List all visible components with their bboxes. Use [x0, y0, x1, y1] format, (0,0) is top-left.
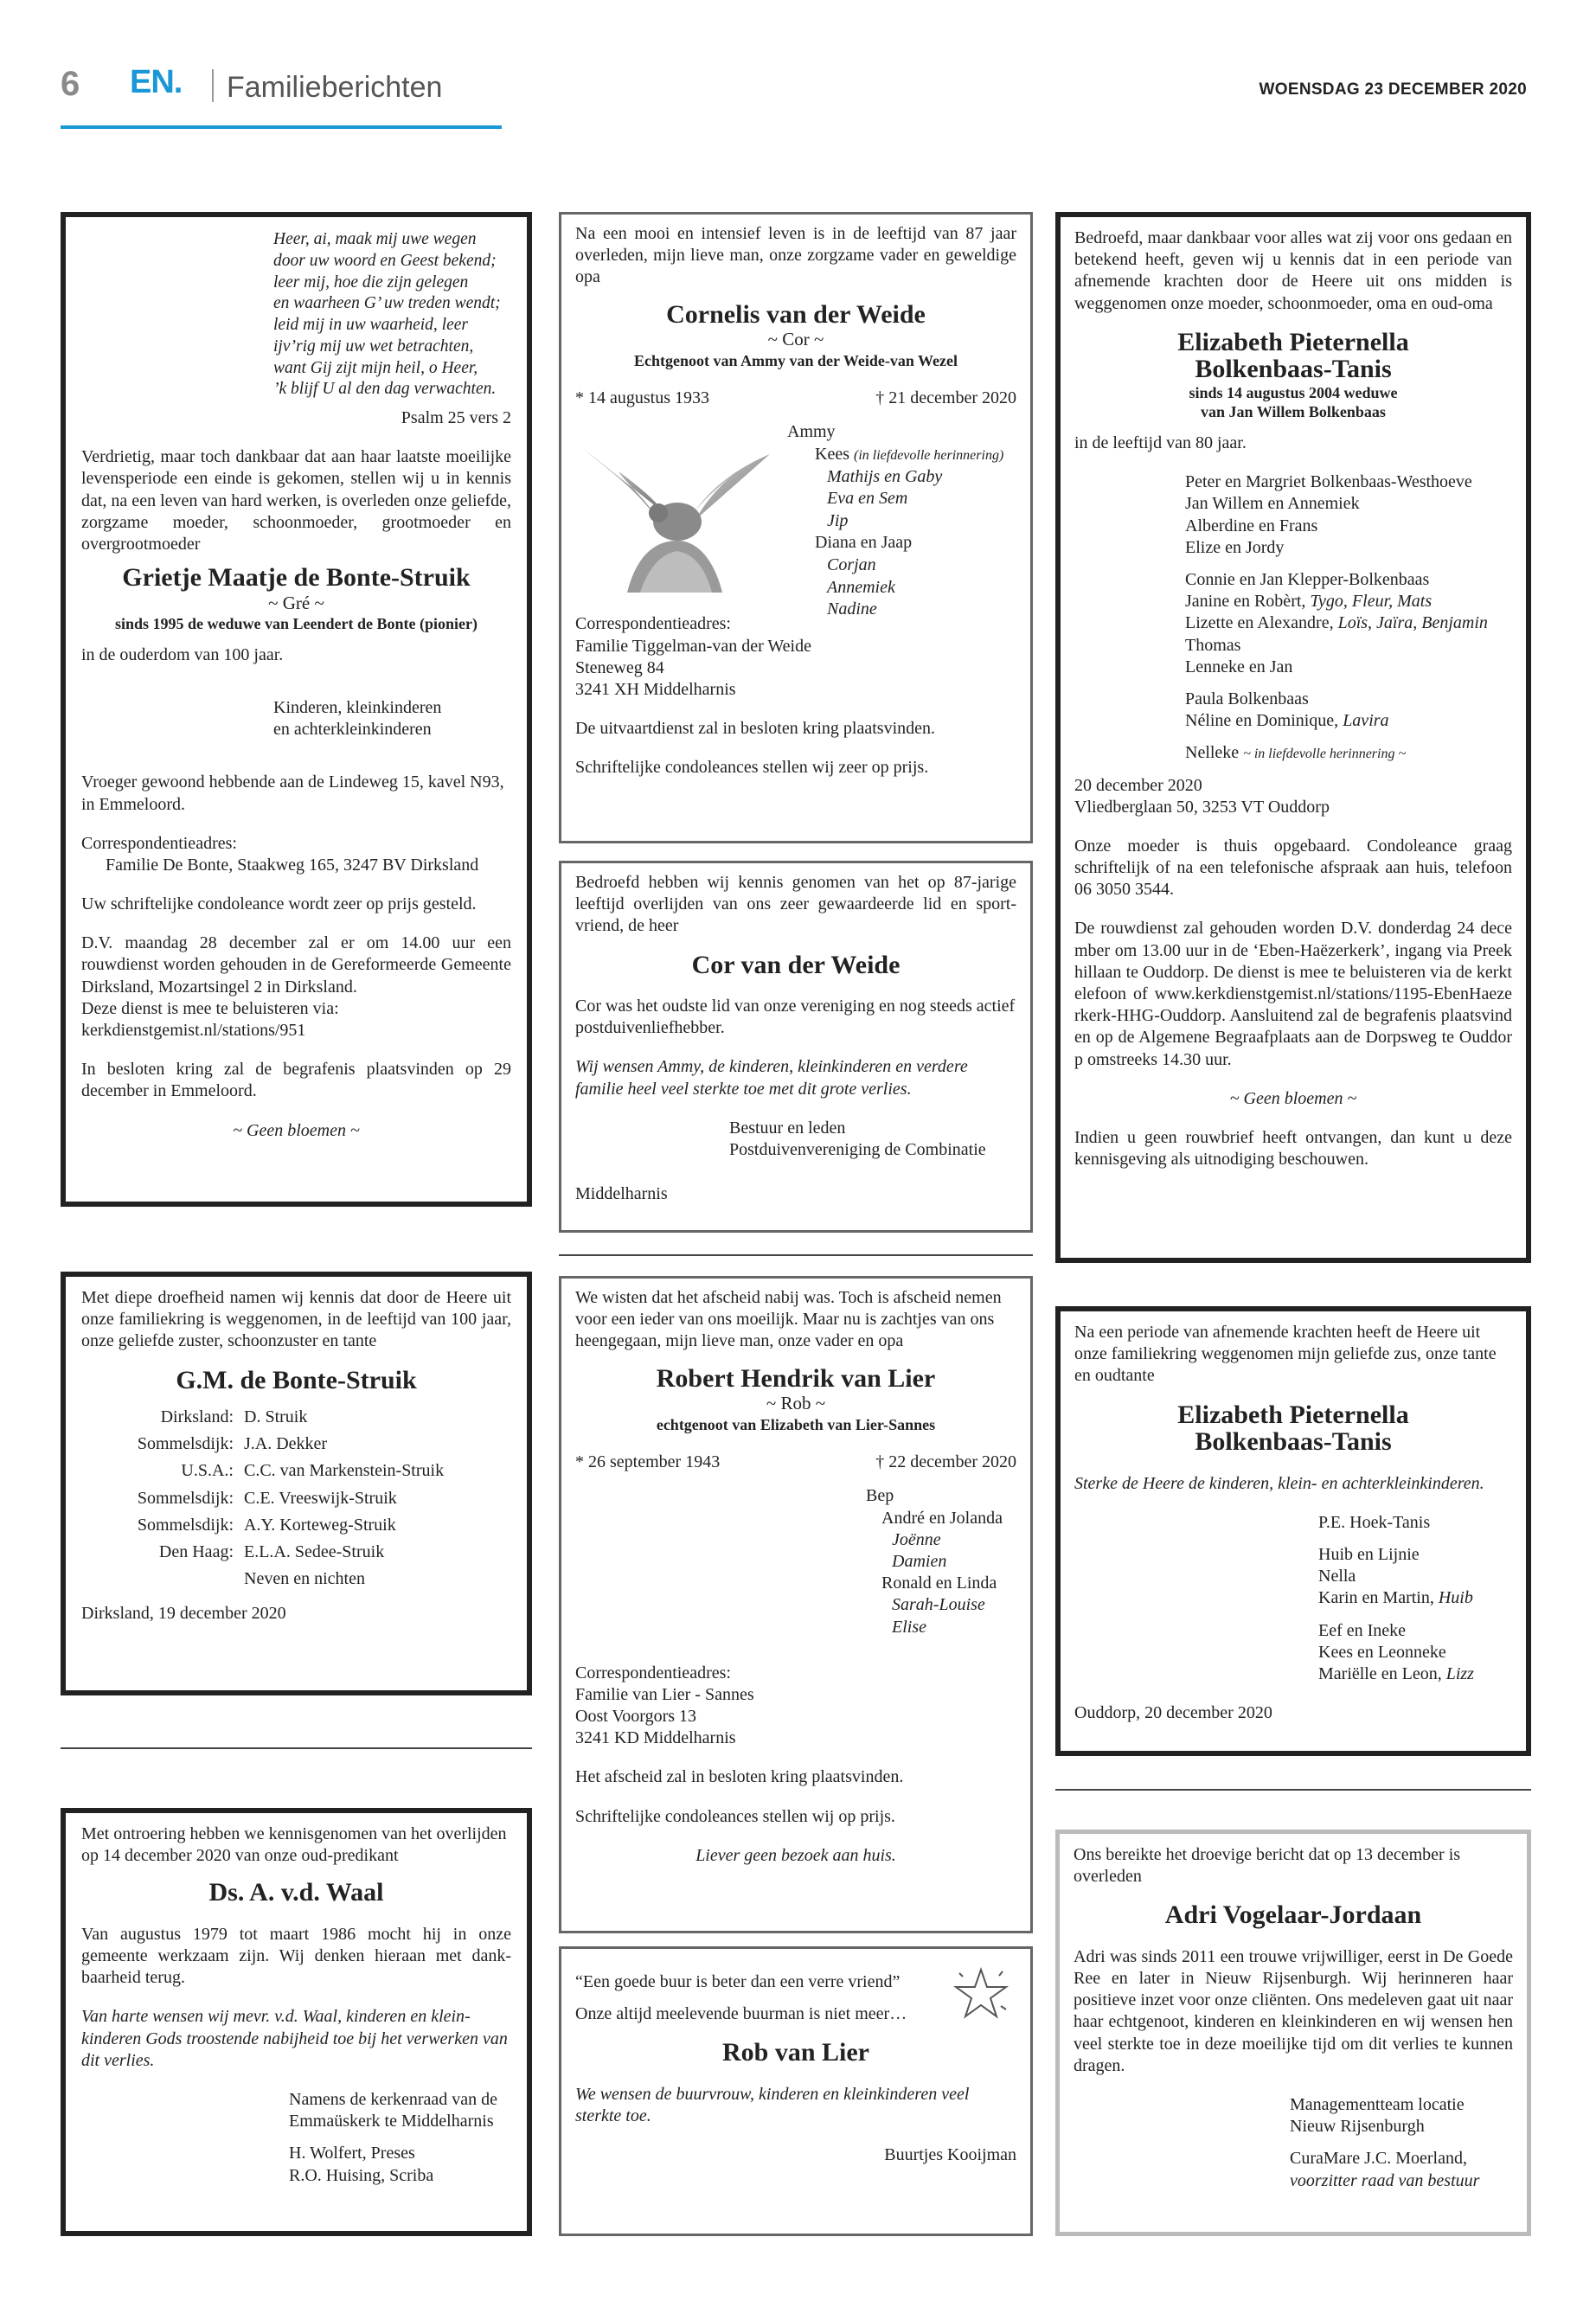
table-row: Sommelsdijk: C.E. Vreeswijk-Struik — [137, 1488, 397, 1508]
signature-line: CuraMare J.C. Moerland, — [1290, 2149, 1467, 2169]
deceased-name: Bolkenbaas-Tanis — [1195, 1427, 1392, 1457]
corr-label: Correspondentieadres: — [575, 614, 731, 634]
family-member: André en Jolanda — [881, 1508, 1003, 1528]
family-list — [1074, 1512, 1512, 1685]
family-block — [575, 421, 1016, 619]
signature-line: Emmaüskerk te Middelharnis — [289, 2112, 494, 2131]
family-member: Paula Bolkenbaas — [1185, 689, 1309, 708]
body-text: Cor was het oudste lid van onze vereniging en nog steeds actief postduivenliefhebber. — [575, 997, 1016, 1038]
family-member: Corjan — [827, 554, 876, 574]
family-member: Annemiek — [827, 577, 895, 597]
relatives-table — [81, 1404, 449, 1593]
family-member: Damien — [892, 1551, 947, 1571]
intro-text: Bedroefd hebben wij kennis genomen van het op 87-jarige leeftijd overlijden van ons zeer gewaardeerde lid en sportvriend, de heer — [575, 873, 1016, 936]
signature-line: Managementteam locatie — [1290, 2095, 1465, 2114]
family-member: Elise — [892, 1617, 926, 1637]
widow-line: sinds 1995 de weduwe van Leendert de Bonte (pionier) — [114, 615, 478, 633]
family-member: Connie en Jan Klepper-Bolkenbaas — [1185, 570, 1430, 590]
notice-postduivenvereniging — [559, 861, 1033, 1233]
no-flowers: ~ Geen bloemen ~ — [233, 1120, 360, 1140]
family-member: Huib en Lijnie — [1318, 1544, 1420, 1564]
family-member: Thomas — [1185, 635, 1241, 655]
table-row: Neven en nichten — [244, 1569, 365, 1589]
widow-line: van Jan Willem Bolkenbaas — [1201, 403, 1386, 421]
poem-line: leer mij, hoe die zijn gelegen — [273, 272, 469, 292]
family-member: Nella — [1318, 1567, 1356, 1586]
family-member: Janine en Robèrt, Tygo, Fleur, Mats — [1185, 592, 1433, 612]
wish-text: Sterke de Heere de kinderen, klein- en achterkleinkinderen. — [1074, 1473, 1484, 1493]
family-member: Alberdine en Frans — [1185, 516, 1318, 535]
signature-line: Nieuw Rijsenburgh — [1290, 2117, 1425, 2137]
condolence-note: Onze moeder is thuis opgebaard. Condoleance graag schriftelijk of na een telefonische afspraak aan huis, telefoon 06 3050 3544. — [1074, 836, 1512, 900]
corr-line: 3241 XH Middelharnis — [575, 679, 736, 699]
deceased-name: Cor van der Weide — [691, 950, 901, 979]
obituary-elizabeth-bolkenbaas-sister — [1055, 1306, 1531, 1756]
age-line: in de leeftijd van 80 jaar. — [1074, 433, 1247, 453]
family-member: Mathijs en Gaby — [827, 466, 943, 486]
family-member: Sarah-Louise — [892, 1595, 985, 1615]
poem-line: door uw woord en Geest bekend; — [273, 251, 497, 270]
column-divider — [559, 1254, 1033, 1256]
family-member: Joënne — [892, 1529, 941, 1549]
stream-url[interactable]: kerkdienstgemist.nl/stations/951 — [81, 1021, 306, 1040]
body-text: Adri was sinds 2011 een trouwe vrijwilliger, eerst in De Goede Ree en later in Nieuw Rijsenburgh. Wij herinneren haar positieve inzet voor onze cliënten. Ons medeleven gaat uit naar haar echtgenoot, kinderen en kleinkinderen en wij wensen hen veel sterkte toe in deze moeilijke tijd om dit verlies te kunnen dragen. — [1074, 1946, 1513, 2075]
family-member: Eef en Ineke — [1318, 1620, 1407, 1640]
corr-address: Familie De Bonte, Staakweg 165, 3247 BV Dirksland — [106, 855, 479, 875]
intro-text: Ons bereikte het droevige bericht dat op 13 december is overleden — [1074, 1845, 1461, 1887]
intro-text: Na een periode van afnemende krachten heeft de Heere uit onze familiekring weggenomen mijn geliefde zus, onze tante en oudtante — [1074, 1323, 1497, 1386]
quote-text: “Een goede buur is beter dan een verre vriend” — [575, 1972, 901, 1991]
dove-hands-illustration — [575, 437, 774, 593]
signature-line: Bestuur en leden — [729, 1118, 846, 1138]
deceased-name: Adri Vogelaar-Jordaan — [1164, 1900, 1422, 1930]
condolence-note: Schriftelijke condoleances stellen wij zeer op prijs. — [575, 758, 929, 778]
table-row: Dirksland: D. Struik — [160, 1407, 308, 1427]
family-list — [787, 421, 1003, 620]
table-row: Sommelsdijk: J.A. Dekker — [137, 1434, 328, 1454]
nickname: ~ Gré ~ — [268, 592, 324, 613]
signature-line: Postduivenvereniging de Combinatie — [729, 1140, 986, 1159]
family-member: Peter en Margriet Bolkenbaas-Westhoeve — [1185, 472, 1472, 492]
service-info: De uitvaartdienst zal in besloten kring plaatsvinden. — [575, 719, 935, 739]
newspaper-logo[interactable]: EN. — [130, 64, 183, 100]
body-text: Onze altijd meelevende buurman is niet meer… — [575, 2004, 907, 2024]
family-list — [1074, 471, 1512, 764]
intro-text: Bedroefd, maar dankbaar voor alles wat zij voor ons gedaan en betekend heeft, geven wij u kennis dat in een periode van afnemende krachten door de Heere uit ons midden is weggenomen onze moeder, schoonmoeder, oma en oud-oma — [1074, 228, 1512, 313]
corr-label: Correspondentieadres: — [575, 1663, 731, 1682]
header-divider — [212, 69, 214, 102]
place-date: Ouddorp, 20 december 2020 — [1074, 1703, 1272, 1723]
poem-line: Heer, ai, maak mij uwe wegen — [273, 230, 477, 248]
family-member: Ammy — [787, 422, 836, 442]
family-member: Nadine — [827, 599, 877, 619]
signature-line: H. Wolfert, Preses — [289, 2144, 415, 2163]
obituary-cornelis-van-der-weide — [559, 212, 1033, 843]
wish-text: Wij wensen Ammy, de kinderen, kleinkinderen en verdere familie heel veel sterkte toe met dit grote verlies. — [575, 1057, 968, 1099]
page-number: 6 — [61, 65, 80, 103]
nickname: ~ Cor ~ — [767, 329, 824, 350]
header-accent-line — [61, 125, 502, 129]
family-member: Néline en Dominique, Lavira — [1185, 711, 1389, 731]
poem — [81, 229, 511, 401]
listen-note: Deze dienst is mee te beluisteren via: — [81, 998, 339, 1018]
spouse-line: echtgenoot van Elizabeth van Lier-Sannes — [656, 1415, 936, 1433]
family-line: Kinderen, kleinkinderen — [273, 697, 442, 717]
corr-line: Familie van Lier - Sannes — [575, 1684, 754, 1704]
family-member: Lenneke en Jan — [1185, 657, 1293, 676]
family-list — [575, 1485, 1016, 1638]
corr-line: Steneweg 84 — [575, 657, 664, 677]
deceased-name: Cornelis van der Weide — [666, 299, 926, 329]
family-member: Karin en Martin, Huib — [1318, 1588, 1473, 1608]
notice-date: 20 december 2020 — [1074, 775, 1202, 795]
deceased-name: Elizabeth Pieternella — [1177, 327, 1409, 356]
family-member: Elize en Jordy — [1185, 537, 1285, 557]
invitation-note: Indien u geen rouwbrief heeft ontvangen, dan kunt u deze kennisgeving als uitnodiging beschouwen. — [1074, 1127, 1512, 1170]
column-divider — [61, 1747, 532, 1749]
signature-line: R.O. Huising, Scriba — [289, 2165, 434, 2185]
obituary-elizabeth-bolkenbaas-family — [1055, 212, 1531, 1263]
family-member: Lizette en Alexandre, Loïs, Jaïra, Benjamin — [1185, 613, 1488, 633]
age-line: in de ouderdom van 100 jaar. — [81, 644, 284, 664]
service-info: D.V. maandag 28 december zal er om 14.00 uur een rouwdienst worden gehouden in de Gereformeerde Gemeente Dirksland, Mozartsingel 2 in Dirksland. — [81, 933, 511, 997]
notice-rob-van-lier-neighbours — [559, 1946, 1033, 2236]
home-address: Vliedberglaan 50, 3253 VT Ouddorp — [1074, 797, 1330, 817]
notice-adri-vogelaar — [1055, 1830, 1531, 2236]
corr-line: 3241 KD Middelharnis — [575, 1728, 736, 1748]
life-dates — [575, 1452, 1016, 1473]
obituary-robert-van-lier — [559, 1276, 1033, 1933]
former-address: Vroeger gewoond hebbende aan de Lindeweg 15, kavel N93, in Emmeloord. — [81, 772, 504, 814]
birth-date: * 14 augustus 1933 — [575, 388, 709, 408]
signature-line: Buurtjes Kooijman — [884, 2145, 1016, 2165]
intro-text: Met ontroering hebben we kennisgenomen van het overlijden op 14 december 2020 van onze oud-predikant — [81, 1824, 507, 1866]
table-row: Sommelsdijk: A.Y. Korteweg-Struik — [137, 1515, 396, 1535]
service-info: De rouwdienst zal gehouden worden D.V. donderdag 24 december om 13.00 uur in de ‘Eben-Haëzerkerk’, ingang via Preekhillaan te Ouddorp. De dienst is mee te beluisteren via de kerktelefoon of www.kerkdienstgemist.nl/stations/1195-EbenHaezerkerk-HHG-Ouddorp. Aansluitend zal de begrafenis plaatsvinden op de Algemene Begraafplaats aan de Dorpsweg te Ouddorp omstreeks 14.30 uur. — [1074, 919, 1512, 1069]
wish-text: We wensen de buurvrouw, kinderen en kleinkinderen veel sterkte toe. — [575, 2084, 970, 2126]
family-member: Bep — [866, 1486, 894, 1506]
life-dates — [575, 388, 1016, 409]
birth-date: * 26 september 1943 — [575, 1452, 721, 1472]
place-line: Middelharnis — [575, 1184, 668, 1204]
family-member: Jan Willem en Annemiek — [1185, 494, 1360, 514]
poem-line: leid mij in uw waarheid, leer — [273, 316, 468, 334]
deceased-name: Elizabeth Pieternella — [1177, 1400, 1409, 1429]
signature-line: voorzitter raad van bestuur — [1290, 2170, 1480, 2190]
obituary-gm-de-bonte-struik — [61, 1272, 532, 1695]
family-member: Eva en Sem — [827, 489, 908, 509]
table-row: U.S.A.: C.C. van Markenstein-Struik — [181, 1461, 445, 1481]
condolence-note: Uw schriftelijke condoleance wordt zeer op prijs gesteld. — [81, 894, 477, 914]
deceased-name: Grietje Maatje de Bonte-Struik — [122, 563, 471, 593]
family-member: Kees en Leonneke — [1318, 1642, 1446, 1662]
intro-text: We wisten dat het afscheid nabij was. Toch is afscheid nemen voor een ieder van ons moeilijk. Maar nu is zachtjes van ons heengegaan, mijn lieve man, onze vader en opa — [575, 1288, 1002, 1351]
family-member: Nelleke ~ in liefdevolle herinnering ~ — [1185, 743, 1407, 763]
corr-line: Familie Tiggelman-van der Weide — [575, 636, 811, 656]
intro-text: Verdrietig, maar toch dankbaar dat aan haar laatste moeilijke levensperiode een einde is gekomen, stellen wij u in kennis dat, na een leven van hard werken, is overleden onze geliefde, zorgzame moeder, schoonmoeder, grootmoeder en overgrootmoeder — [81, 447, 511, 554]
no-flowers: ~ Geen bloemen ~ — [1229, 1088, 1357, 1108]
issue-date: WOENSDAG 23 DECEMBER 2020 — [1259, 80, 1527, 99]
service-info: Het afscheid zal in besloten kring plaatsvinden. — [575, 1767, 904, 1787]
deceased-name: Ds. A. v.d. Waal — [208, 1878, 384, 1907]
table-row: Den Haag: E.L.A. Sedee-Struik — [158, 1542, 385, 1561]
star-doodle-icon — [951, 1965, 1011, 2025]
deceased-name: Bolkenbaas-Tanis — [1195, 355, 1392, 384]
signature-line: Namens de kerkenraad van de — [289, 2090, 497, 2109]
place-date: Dirksland, 19 december 2020 — [81, 1604, 286, 1624]
corr-label: Correspondentieadres: — [81, 833, 237, 853]
death-date: † 22 december 2020 — [875, 1452, 1016, 1472]
psalm-ref: Psalm 25 vers 2 — [401, 408, 511, 427]
intro-text: Met diepe droefheid namen wij kennis dat door de Heere uit onze familiekring is weggenomen, in de leeftijd van 100 jaar, onze geliefde zuster, schoonzuster en tante — [81, 1288, 511, 1351]
poem-line: en waarheen G’ uw treden wendt; — [273, 294, 501, 313]
body-text: Van augustus 1979 tot maart 1986 mocht hij in onze gemeente werkzaam zijn. Wij denken hieraan met dankbaarheid terug. — [81, 1924, 511, 1988]
family-member: Jip — [827, 510, 849, 530]
poem-line: want Gij zijt mijn heil, o Heer, — [273, 358, 478, 377]
corr-line: Oost Voorgors 13 — [575, 1707, 697, 1727]
burial-info: In besloten kring zal de begrafenis plaatsvinden op 29 december in Emmeloord. — [81, 1060, 511, 1101]
wish-text: Van harte wensen wij mevr. v.d. Waal, kinderen en kleinkinderen Gods troostende nabijheid toe bij het verwerken van dit verlies. — [81, 2007, 508, 2070]
no-visit-note: Liever geen bezoek aan huis. — [695, 1845, 896, 1865]
column-divider — [1055, 1789, 1531, 1791]
deceased-name: G.M. de Bonte-Struik — [176, 1365, 417, 1394]
section-title: Familieberichten — [227, 71, 443, 104]
family-member: P.E. Hoek-Tanis — [1318, 1512, 1431, 1532]
nickname: ~ Rob ~ — [766, 1393, 826, 1414]
deceased-name: Robert Hendrik van Lier — [656, 1363, 936, 1393]
poem-line: ijv’rig mij uw wet betrachten, — [273, 336, 474, 356]
family-member: Mariëlle en Leon, Lizz — [1318, 1663, 1474, 1683]
family-member: Diana en Jaap — [815, 533, 913, 553]
poem-line: ’k blijf U al den dag verwachten. — [273, 380, 497, 399]
family-line: en achterkleinkinderen — [273, 720, 432, 740]
page-header — [0, 0, 1596, 138]
spouse-line: Echtgenoot van Ammy van der Weide-van Wezel — [633, 351, 958, 369]
obituary-grietje-de-bonte — [61, 212, 532, 1207]
widow-line: sinds 14 augustus 2004 weduwe — [1189, 383, 1398, 401]
family-member: Ronald en Linda — [881, 1574, 997, 1593]
intro-text: Na een mooi en intensief leven is in de leeftijd van 87 jaar overleden, mijn lieve man, onze zorgzame vader en geweldige opa — [575, 224, 1016, 287]
notice-ds-van-der-waal — [61, 1808, 532, 2236]
deceased-name: Rob van Lier — [721, 2038, 869, 2067]
condolence-note: Schriftelijke condoleances stellen wij op prijs. — [575, 1806, 895, 1826]
family-member: Kees (in liefdevolle herinnering) — [815, 444, 1004, 464]
death-date: † 21 december 2020 — [875, 388, 1016, 408]
